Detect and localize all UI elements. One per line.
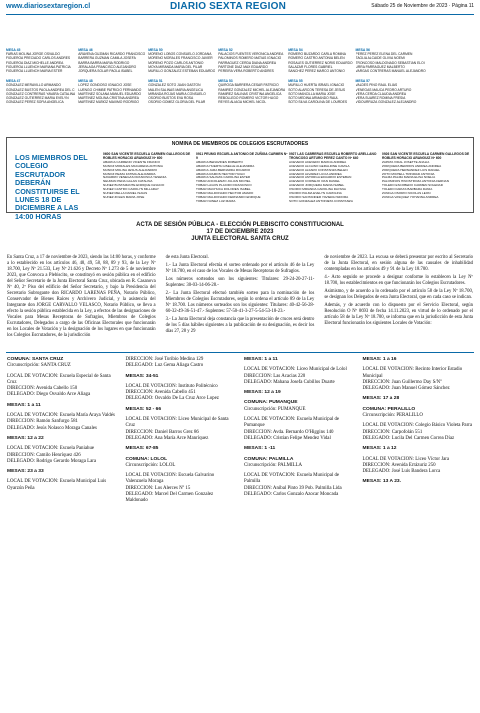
paragraph: 3.- La Junta Electoral deja constancia que la presentación de cruces será dentro de los 5 días hábiles siguientes a la publicación de su designación, es decir los días 27, 28 y 29 [165, 317, 315, 334]
member-name: TOBAR MALDONADO FERNANDO ENRIQUE [196, 195, 261, 199]
member-name: ZUÑIGA VASQUEZ YOHANNA ANDREA [382, 195, 439, 199]
voter-name: SOTO SILVA CAROLINA DE LOURDES [288, 100, 348, 105]
member-name: ZORQUERA HERNANDEZ LUIS RAFAEL [382, 168, 440, 172]
local-line: DELEGADO: Luz Gema Aliaga Castro [125, 363, 204, 369]
local-heading: MESAS: 13 A 23. [362, 479, 402, 485]
member-name: OSORIO MIRANDA CAROLINA DAYANA [289, 188, 346, 192]
acta-line-3: JUNTA ELECTORAL SANTA CRUZ [191, 236, 289, 242]
voter-name: VENEGAS MAUCA PEDRO ARTURO [355, 87, 412, 92]
local-heading: MESAS: 52 - 66 [125, 406, 162, 412]
local-entry [363, 423, 474, 442]
colegios-notice: LOS MIEMBROS DEL COLEGIO ESCRUTADOR DEBERÁN CONSTITUIRSE EL LUNES 18 DE DICIEMBRE A LAS 14:00 HORAS [15, 153, 88, 221]
voter-name: BARRA BARRA MARIA RODRIGO [78, 60, 130, 65]
local-heading: MESAS: 1 -11 [244, 446, 276, 452]
member-name: ZORQUERA BERRIOS ANDREA ANDREA [382, 164, 442, 168]
member-name: TOBAR NUÑEZ LUZ MARIA [196, 199, 236, 203]
paragraph: 2.- La Junta Electoral efectuó también sorteo para la nominación de los Miembros de Colegios Escrutadores, según lo ordena el artículo 89 de la Ley Nº 18.700. Los números sorteados son los siguientes: Titulares: 40-42-56-28-60-32-49-36-51-47.- Suplentes: 57-50-41-3-27-5-54-53-18-23.- [165, 291, 315, 314]
member-name: NAVARRO VENEGAS FRANCISCA YESENIA [103, 176, 167, 180]
voter-name: SALAZAR FLORES GABRIEL [288, 64, 333, 69]
member-name: ABARCA RAMOS HECTOR HUGO [196, 172, 245, 176]
member-name: TOBAR MACHUCA DOLORES ISABEL [196, 188, 251, 192]
local-heading: COMUNA: PUMANQUE [244, 400, 298, 406]
local-entry [244, 367, 355, 386]
voter-name: OSORIO BUSTOS EVA ROSA [148, 96, 194, 101]
member-name: NUÑEZ ZOLEN MARIA JOSE [103, 195, 145, 199]
voter-name: MARTINEZ MOLINA CRISTINA ANDREA [78, 96, 140, 101]
voter-name: FIGUEROA DIAZ MICHELLE ANDREA [6, 60, 64, 65]
voter-name: ROMERO BUZARDO CARLA ROMINA [288, 52, 346, 57]
local-heading: MESAS: 12 a 22 [7, 435, 44, 441]
colegios-box [6, 137, 474, 221]
mesa-title: MESA 50 [148, 48, 163, 52]
page-header [0, 0, 480, 14]
member-name: ZOTO MICHELL TRINIDAD ANTONIA [382, 172, 435, 176]
voter-name: VERA SUAREZ ROMINA FRESIA [355, 96, 406, 101]
local-line: DIRECCION: Juan Guillermo Day S/Nº [362, 379, 442, 385]
local-entry [126, 374, 237, 380]
mesa-title: MESA 55 [288, 79, 303, 84]
mesa-block [6, 48, 75, 73]
local-line: DELEGADO: Juan Manuel Gómez Sánchez [362, 386, 450, 392]
local-line: DELEGADO: Mahana Josefa Cubillos Duarte [244, 379, 335, 385]
member-name: PALMA PALMA MARIA ELISA NOELIA [382, 176, 436, 180]
paragraph: de noviembre de 2023. La excusa se deberá presentar por escrito al Secretario de la Junta Electoral, en sesión alguna de las causales de inhabilidad contempladas en los artículos 49 y 91 de la Ley 18.700. [324, 255, 473, 272]
local-entry [363, 446, 474, 452]
local-entry [363, 479, 474, 485]
local-line: Circunscripción: SANTA CRUZ [7, 363, 71, 369]
voter-name: ROSALES GUTIERREZ NORIS EDUARDO [288, 60, 353, 65]
local-entry [7, 403, 118, 409]
mesa-title: MESA 45 [6, 48, 21, 52]
local-entry [126, 417, 237, 442]
member-name: ACEVEDO ALCAINO GERALDINE CAMILA [289, 164, 350, 168]
mesa-block [218, 48, 285, 73]
voter-name: LOPEZ GONDOSO IGNACIO JOSE [78, 83, 132, 88]
local-heading: MESAS: 17 a 28 [362, 396, 400, 402]
local-heading: COMUNA: LOLOL [125, 456, 168, 462]
local-line: DELEGADO: Ana María Arce Manríquez [125, 435, 209, 441]
colegio-title: 0927 LAS CABRERAS ESCUELA ROBERTO ARELLANO TRONCOSO ARTURO PEREZ CANTO Nº 640 [289, 152, 377, 160]
voter-name: MURILLO HUERTA ISRAEL IGNACIO [288, 83, 345, 88]
local-line: LOCAL DE VOTACION: Escuela Municipal de Palmilla [244, 473, 340, 485]
local-entry [363, 457, 474, 476]
local-line: DIRECCION: Las Acacias 220 [244, 373, 306, 379]
voter-name: PEREIRA VERA ROBERTO ANDRES [218, 69, 274, 74]
member-name: OSORIO SANTANDER YAVIERA ISIDORA [289, 195, 349, 199]
acta-line-1: ACTA DE SESIÓN PÚBLICA - ELECCIÓN PLEBISCITO CONSTITUCIONAL [136, 222, 344, 228]
local-heading: MESAS: 34-51 [125, 373, 159, 379]
voter-name: VARGAS CONTRERAS MANUEL ALEJANDRO [355, 69, 426, 74]
local-line: DIRECCION: José Toribio Medina 129 [125, 357, 204, 362]
local-entry [126, 384, 237, 403]
local-heading: MESAS: 23 a 33 [7, 469, 44, 475]
local-line: LOCAL DE VOTACION: Liceo Víctor Jara [362, 456, 450, 462]
voter-name: RAMIREZ GONZALEZ MICHEL ALEJANDRA [218, 87, 286, 92]
local-entry [7, 469, 118, 475]
member-name: ABARCA HUERTA GISELLE ALEJANDRA [196, 164, 255, 168]
local-entry [7, 479, 118, 492]
local-line: DELEGADO: Rodrigo Gerardo Moraga Lara [7, 458, 97, 464]
member-name: TOBAR MALDONADO HECTOR AMARO [196, 192, 254, 196]
local-line: LOCAL DE VOTACION: Escuela Especial de Santa Cruz [7, 373, 111, 385]
site-url[interactable]: www.diariosextaregion.cl [6, 3, 91, 10]
local-line: DIRECCION: Daniel Barros Grez 86 [125, 429, 199, 435]
member-name: NUÑEZ BUSTAMANTE ENRIQUE IGNACIO [103, 184, 165, 188]
member-name: MUÑOZ MORALES MACARENA ANTONIA [103, 164, 163, 168]
voter-name: MURILLO GONZALEZ ESTEBAN EDUARDO [148, 69, 216, 74]
voter-name: MALEN SALINAS MARIA ANGELICA [148, 87, 204, 92]
local-line: DELEGADO: Lucila Del Carmen Correa Díaz [362, 435, 455, 441]
local-line: LOCAL DE VOTACION: Instituto Politécnico [125, 383, 218, 389]
local-line: LOCAL DE VOTACION: Liceo Municipal de Santa Cruz [125, 417, 229, 429]
voter-name: FARIAS MOLINA JORGE OSVALDO [6, 52, 60, 57]
local-line: DIRECCION: Anibal Pinto 39 Pob. Palmilla Lida [244, 485, 342, 491]
mesa-title: MESA 56 [355, 48, 370, 52]
voter-name: VALDES PINO RAUL ELIAS [355, 83, 398, 88]
voter-name: JORQUERA SOLAR PAOLA ISABEL [78, 69, 133, 74]
local-entry [126, 473, 237, 504]
mesa-title: MESA 46 [78, 48, 93, 52]
voter-name: MOYA MIRANDA MARIA DEL PILAR [148, 64, 203, 69]
paragraph: Los números sorteados son los siguientes: Titulares: 29-24-20-27-11- Suplentes: 30-03-14-06-28.- [165, 277, 315, 288]
voter-name: GONZALEZ BUSTOS PAOLA ANDREA DEL C [6, 87, 75, 92]
voter-name: SOTO MEDINA ARMANDO RAUL [288, 96, 339, 101]
local-heading: MESAS: 67-85 [125, 446, 159, 452]
voter-name: SOTO MANCILLA MARIA JOSE [288, 91, 336, 96]
local-entry [363, 396, 474, 402]
local-heading: COMUNA: SANTA CRUZ [7, 357, 64, 362]
mesas-grid [6, 48, 474, 104]
mesa-title: MESA 51 [148, 79, 163, 84]
colegios-heading: NOMINA DE MIEMBROS DE COLEGIOS ESCRUTADORES [171, 141, 309, 147]
local-line: DELEGADO: Cristian Felipe Mendez Vidal [244, 435, 331, 441]
colegio-title: 0600 SAN VICENTE ESCUELA CARMEN GALLEGOS DE ROBLES HORACIO ARANGUIZ Nº 600 [103, 152, 191, 160]
local-entry [244, 446, 355, 452]
local-line: LOCAL DE VOTACION: Liceo Municipal de Lolol [244, 367, 347, 373]
member-name: ZAPATA VIDAL JOSETTE ANALIA [382, 160, 430, 164]
local-line: DIRECCION: Carpofolán 551 [362, 429, 423, 435]
mesa-block [148, 48, 215, 73]
mesa-block [288, 79, 352, 104]
local-line: DELEGADO: Marcel Del Carmen Gonzalez Maldonado [125, 492, 214, 504]
member-name: ACEVEDO JORQUERA MARIA ISABEL [289, 184, 345, 188]
local-line: DIRECCION: Ramón Sanfurgo 581 [7, 419, 78, 425]
member-name: MUÑOZ MOLINA JESUS ALEJANDRO [103, 168, 157, 172]
mesa-title: MESA 52 [218, 48, 233, 52]
masthead: DIARIO SEXTA REGION [170, 1, 287, 12]
voter-name: ROMERO CASTRO ANTONIA BELEN [288, 56, 345, 61]
paragraph: En Santa Cruz, a 17 de noviembre de 2023, siendo las 14:00 horas, y conforme a lo establecido en los artículos 46, 48, 49, 58, 88, 89 y 93, de la Ley Nº 18.700, Ley Nº 21.533, Ley Nº 21.626 y Decreto Nº 1.273 de 5 de noviembre 2023, que Convoca a Plebiscito, se constituyó en sesión pública en el edificio del Señor Secretario de la Junta Electoral Santa Cruz, ubicada en R. Casanova Nº 40, 2º Piso del edificio del Señor Secretario, y bajo la Presidencia del Secretario Subrogante don RICARDO LARENAS PEÑA, Notario Público, Conservador de Bienes Raíces y Archivero Judicial, y la asistencia del Integrante don JORGE CARVALLO VELASCO, Notario Público, se lleva a efecto la sesión pública establecida en la Ley, a efectos de las designaciones de Vocales para Mesas Receptoras de Sufragios, Miembros de Colegios Escrutadores, Delegados a cargo de las Oficinas Electorales que funcionarán en los Locales de Votación y la designación de los lugares en que funcionarán los Colegios Escrutadores, de la jurisdicción [7, 255, 156, 338]
member-name: SOTO GONZALEZ ANTONIETA CONSTANZA [289, 199, 353, 203]
paragraph: 4.- Acto seguido se procede a designar conforme lo establecen la Ley Nº 18.700, los establecimientos en que funcionarán los Colegios Escrutadores. [324, 275, 473, 286]
mesa-block [356, 48, 426, 73]
local-entry [126, 357, 237, 370]
paragraph: Además, y de acuerdo con lo dispuesto por el Servicio Electoral, según Resolución O Nº 0693 de fecha 14.11.2023, en virtud de lo ordenado por el artículo 58 de la Ley Nº 18.700, se informa que en la jurisdicción de esta Junta Electoral funcionarán los siguientes Locales de Votación: [324, 303, 473, 326]
voter-name: ARAVENA GUZMAN RICARDO FRANCISCO [78, 52, 146, 57]
mesa-title: MESA 54 [288, 48, 303, 52]
local-entry [244, 357, 355, 363]
local-line: LOCAL DE VOTACION: Escuela Galvarino Valenzuela Moraga [125, 473, 215, 485]
voter-name: MARTINEZ MUÑOZ MAXIMO RODRIGO [78, 100, 139, 105]
local-line: DIRECCION: Avenida Cabello 451 [125, 390, 196, 396]
voter-name: MIRANDA ROJAS MARIA CONSUELO [148, 91, 206, 96]
voter-name: PARTONE DIAZ MAX EDUARDO [218, 64, 268, 69]
member-name: TOLEDO ESCOBEDO CARMEN SOLEDAD [382, 184, 443, 188]
member-name: NUÑEZ MELLA DANIEL ISAIAS [103, 192, 148, 196]
member-name: ACEVEDO ACEVEDO MARCIA ANDREA [289, 160, 347, 164]
local-line: DELEGADO: Osvaldo De La Cruz Arce Lopez [125, 396, 219, 402]
paragraph: Asimismo, y de acuerdo a lo ordenado por el artículo 58 de la Ley Nº 18.700, se designan los Delegados de esta Junta Electoral, que en cada caso se indican. [324, 289, 473, 300]
colegio-group [382, 153, 474, 200]
local-heading: MESAS: 12 a 19 [244, 390, 281, 396]
voter-name: LUENGO CHIMBE PATRICIO FERNANDO [78, 87, 142, 92]
member-name: ABARCA SALINAS CAROLINA ESTER [196, 176, 251, 180]
voter-name: RAMIREZ SALINAS CRISTINA ANGELICA [218, 91, 282, 96]
local-line: DELEGADO: Jesús Nolasco Moraga Canales [7, 425, 97, 431]
member-name: OSORIO PALMA EVELYN CAROLINA [289, 192, 342, 196]
voter-name: BARRERA GUZMAN CAMILA JOSEFA [78, 56, 136, 61]
mesa-block [6, 79, 75, 104]
local-heading: MESAS: 1 a 16 [362, 357, 397, 362]
mesa-block [288, 48, 352, 73]
header-rule [6, 14, 474, 15]
member-name: ABARCA BENAVIDES ROBERTO [196, 160, 243, 164]
local-line: DIRECCION: Los Alerces Nº 15 [125, 485, 191, 491]
issue-date: Sábado 25 de Noviembre de 2023 · Página 11 [371, 3, 474, 9]
locales-column [7, 357, 118, 509]
member-name: NUÑEZ CASTRO CAROLYN MILLARAY [103, 188, 159, 192]
local-line: DIRECCION: Camilo Henríquez 426 [7, 452, 81, 458]
voter-name: REBOLLEDO ROMERO VICTOR HUGO [218, 96, 279, 101]
member-name: NEUMAN PEÑA GALAN CATALINA [103, 180, 153, 184]
local-line: LOCAL DE VOTACION: Escuela María Araya Valdés [7, 413, 115, 419]
local-entry [363, 367, 474, 392]
voter-name: MORENO MORALES FRANCISCO JAVIER [148, 56, 213, 61]
mesa-block [429, 79, 474, 104]
local-entry [363, 357, 474, 363]
local-entry [244, 473, 355, 498]
voter-name: TRONCOSO MALDONADO SEBASTIAN ELOI [355, 60, 425, 65]
member-name: ACEVEDO ASTORGA EDUARDO ESTEBAN [289, 176, 352, 180]
voter-name: MORENO LOBOS CONSUELO JORDANA [148, 52, 212, 57]
local-line: LOCAL DE VOTACION: Escuela Paniahue [7, 446, 95, 452]
locales-column [244, 357, 355, 509]
voter-name: JERALAGA FRANCISCO ALEJANDRO [78, 64, 137, 69]
voter-name: GONZALEZ PEREZ SOFIA ANGELICA [6, 100, 64, 105]
local-heading: MESAS: 1 a 11 [244, 357, 278, 362]
mesa-block [218, 79, 285, 104]
voter-name: PARRAGUEZ CERDA DIANA ANDREA [218, 60, 277, 65]
local-line: DELEGADO: Carlos Gonzalo Azocar Moncada [244, 492, 339, 498]
local-line: DELEGADO: José Luis Bandera Lorca [362, 469, 441, 475]
voter-name: SOTO ALARCON TERESA DE JESUS [288, 87, 346, 92]
voter-name: FIGUEROA PRECIADO CARLOS ANDRES [6, 56, 71, 61]
local-entry [7, 436, 118, 442]
acta-line-2: 17 DE DICIEMBRE 2023 [206, 229, 274, 235]
voter-name: FIGUEROA LLUENCH MARIANA PATRICIA [6, 64, 71, 69]
mesa-title: MESA 48 [78, 79, 93, 84]
text-column [166, 255, 315, 341]
local-entry [244, 417, 355, 442]
local-entry [244, 400, 355, 413]
voter-name: PALOMINOS ROMERO MATIAS IGNACIO [218, 56, 282, 61]
locales-column [126, 357, 237, 509]
voter-name: FIGUEROA LLUENCH MARIA ESTER [6, 69, 63, 74]
mesa-block [78, 48, 145, 73]
paragraph: 1.- La Junta Electoral efectúa el sorteo ordenado por el artículo 46 de la Ley Nº 18.700, en el caso de los Vocales de Mesas Receptoras de Sufragios. [165, 263, 315, 274]
local-line: LOCAL DE VOTACION: Escuela Municipal de Pumanque [244, 417, 340, 429]
member-name: ACEVEDO CORNEJO IVAN DANIEL [289, 180, 340, 184]
member-name: MUÑOZ PEZZA FATIMA ALEJANDRA [103, 172, 156, 176]
member-name: TOLEDO FARIAS BARBARA DANIA [382, 188, 433, 192]
voter-name: GONZALEZ GUTIERREZ MARIA EVELYN [6, 96, 69, 101]
colegio-title: 0911 PEUMO ESCUELA ANTONIO DE ZUÑIGA CARMEN Nº 9 [196, 152, 288, 160]
voter-name: TAGLIA ALCAIDE OLIVIA NOEMI [355, 56, 405, 61]
voter-name: PEREZ PEREZ ELENA DEL CARMEN [355, 52, 413, 57]
local-line: DIRECCION: Avda. Bernardo O'Higgins 140 [244, 429, 334, 435]
local-heading: COMUNA: PERALILLO [362, 406, 416, 412]
member-name: TOBAR LAGOS PLACIDO FRANCISCO [196, 184, 252, 188]
voter-name: PALACIOS FUENTES VERONICA ANDREA [218, 52, 284, 57]
acta-title [0, 222, 480, 243]
local-entry [7, 413, 118, 432]
local-entry [126, 446, 237, 452]
member-name: ACEVEDO ALVAREZ LUCIA ANDREA [289, 172, 342, 176]
local-line: Circunscripción: LOLOL [125, 462, 176, 468]
voter-name: QUIROGA BARRERA CESAR PATRICIO [218, 83, 279, 88]
local-entry [7, 446, 118, 465]
text-column [324, 255, 473, 341]
member-name: ACEVEDO ALFARO CONSTANZA BELEN [289, 168, 348, 172]
member-name: ABARCA JARA BERNARDA RICARDO [196, 168, 251, 172]
voter-name: VIDOURRUZA GONZALEZ ALEJANDRO [355, 100, 417, 105]
local-entry [7, 374, 118, 399]
voter-name: GONZALEZ MERAVILLO ARMANDO [6, 83, 61, 88]
local-heading: COMUNA: PALMILLA [244, 456, 294, 462]
member-name: PALOMINOS HINOSTROZA ANTONIA FERNAN [382, 180, 449, 184]
colegio-group [103, 153, 195, 200]
local-line: LOCAL DE VOTACION: Colegio Básico Violeta Parra [362, 423, 473, 429]
mesa-block [356, 79, 426, 104]
local-line: Circunscripción: PALMILLA [244, 462, 303, 468]
local-entry [244, 390, 355, 396]
local-line: DIRECCION: Avenida Errázuriz 250 [362, 462, 436, 468]
voter-name: MORENO POZO CARLOS ANTONIO [148, 60, 204, 65]
local-heading: MESAS: 1 a 11 [7, 402, 41, 408]
mesa-title: MESA 53 [218, 79, 233, 84]
voter-name: VERA CERDA CLAUDIA ANDREA [355, 91, 407, 96]
colegio-title: 0926 SAN VICENTE ESCUELA CARMEN GALLEGOS DE ROBLES HORACIO ARANGUIZ Nº 600 [382, 152, 470, 160]
paragraph: de esta Junta Electoral. [165, 255, 209, 260]
mesa-block [429, 48, 474, 73]
mesa-title: MESA 57 [355, 79, 370, 84]
member-name: TOBAR ANCOLENZO JULIAN MICHEL [196, 180, 251, 184]
member-name: ABARCA CARREÑO VICENTE FRANCO [103, 160, 161, 164]
local-line: DELEGADO: Diego Osvaldo Arce Aliaga [7, 392, 91, 398]
text-column [7, 255, 156, 341]
voter-name: REYES ALIAGA MICHEL NICOL [218, 100, 267, 105]
voter-name: GONZALEZ CONTRERAS YAVARA CATALINA [6, 91, 76, 96]
voter-name: SANCHEZ PEREZ MARCO ANTONIO [288, 69, 345, 74]
local-entry [126, 407, 237, 413]
section-rule [6, 352, 474, 353]
local-line: DIRECCION: Avenida Cabello 150 [7, 386, 78, 392]
local-entry [126, 457, 237, 470]
locales-column [363, 357, 474, 509]
mesa-block [78, 79, 145, 104]
local-line: Circunscripción: PERALILLO [362, 413, 423, 419]
mesa-block [148, 79, 215, 104]
local-entry [7, 357, 118, 370]
voter-name: URRA PARRAGUEZ MALBERTO [355, 64, 405, 69]
voter-name: MARTINEZ SOLANA MANUEL EDUARDO [78, 91, 142, 96]
colegio-group [196, 153, 288, 204]
locales-list [7, 357, 473, 509]
local-line: LOCAL DE VOTACION: Escuela Municipal Luis Oyarzún Peña [7, 479, 107, 491]
local-entry [363, 407, 474, 420]
voter-name: GONZALEZ SOTO JUAN GASTON [148, 83, 201, 88]
voter-name: OSORIO GOMEZ GLORIA DEL PILAR [148, 100, 206, 105]
mesa-title: MESA 47 [6, 79, 21, 84]
acta-body [7, 255, 473, 341]
local-entry [244, 457, 355, 470]
colegio-group [289, 153, 381, 204]
local-heading: MESAS: 1 a 12 [362, 446, 397, 452]
member-name: ZUNIGA OSORIO NICOLAS LEON [382, 192, 431, 196]
local-line: Circunscripción: PUMANQUE [244, 406, 306, 412]
local-line: LOCAL DE VOTACION: Recinto Interior Estadio Municipal [362, 367, 463, 379]
